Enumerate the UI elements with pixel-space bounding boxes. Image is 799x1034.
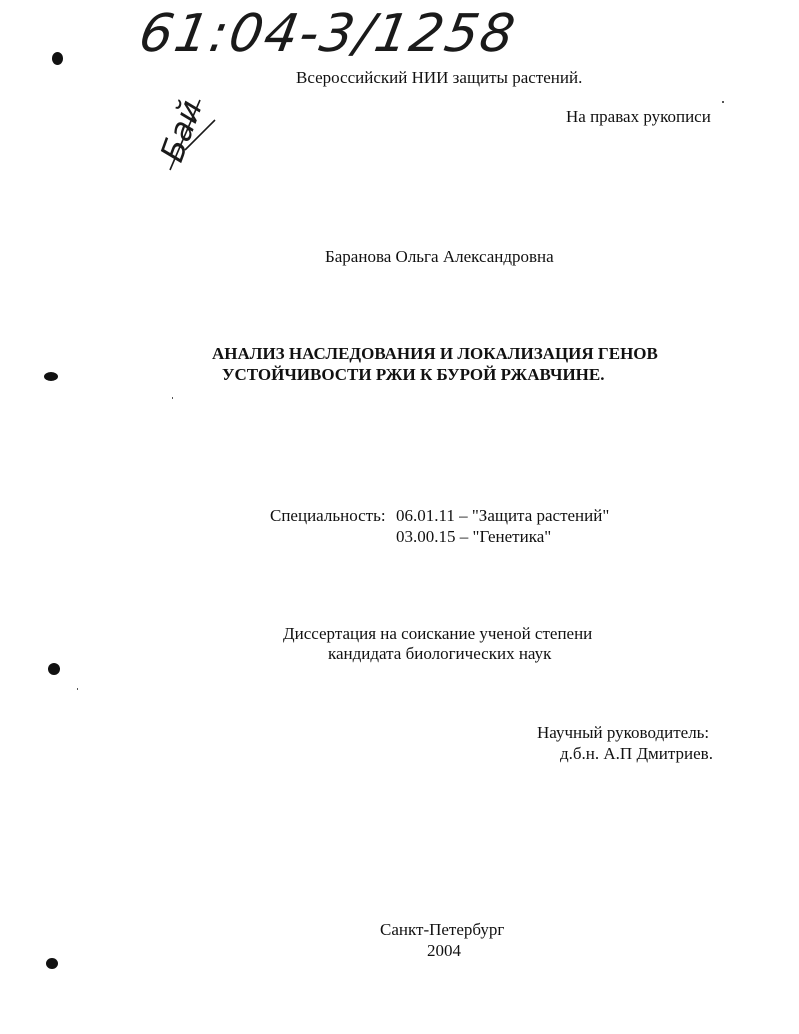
supervisor-label: Научный руководитель:: [537, 723, 710, 742]
year: 2004: [427, 941, 461, 960]
author-name: Баранова Ольга Александровна: [325, 247, 554, 266]
scan-speck: [722, 101, 724, 103]
specialty-label: Специальность:: [270, 506, 386, 525]
punch-hole-mark: [46, 958, 58, 969]
handwritten-initials: Бай: [152, 95, 210, 167]
city: Санкт-Петербург: [380, 920, 505, 939]
dissertation-line-1: Диссертация на соискание ученой степени: [283, 624, 593, 643]
rights-note: На правах рукописи: [566, 107, 711, 126]
scan-speck: [77, 688, 78, 690]
punch-hole-mark: [44, 372, 58, 381]
thesis-title-line-2: УСТОЙЧИВОСТИ РЖИ К БУРОЙ РЖАВЧИНЕ.: [222, 365, 605, 384]
institute-name: Всероссийский НИИ защиты растений.: [296, 68, 583, 87]
punch-hole-mark: [48, 663, 60, 675]
specialty-line-1: 06.01.11 – "Защита растений": [396, 506, 610, 525]
punch-hole-mark: [52, 52, 63, 65]
specialty-line-2: 03.00.15 – "Генетика": [396, 527, 552, 546]
thesis-title-line-1: АНАЛИЗ НАСЛЕДОВАНИЯ И ЛОКАЛИЗАЦИЯ ГЕНОВ: [212, 344, 658, 363]
scan-speck: [172, 397, 173, 399]
dissertation-line-2: кандидата биологических наук: [328, 644, 552, 663]
handwritten-archive-code: 61:04-3/1258: [134, 4, 521, 64]
signature-stroke: [160, 90, 220, 180]
supervisor-name: д.б.н. А.П Дмитриев.: [560, 744, 713, 763]
